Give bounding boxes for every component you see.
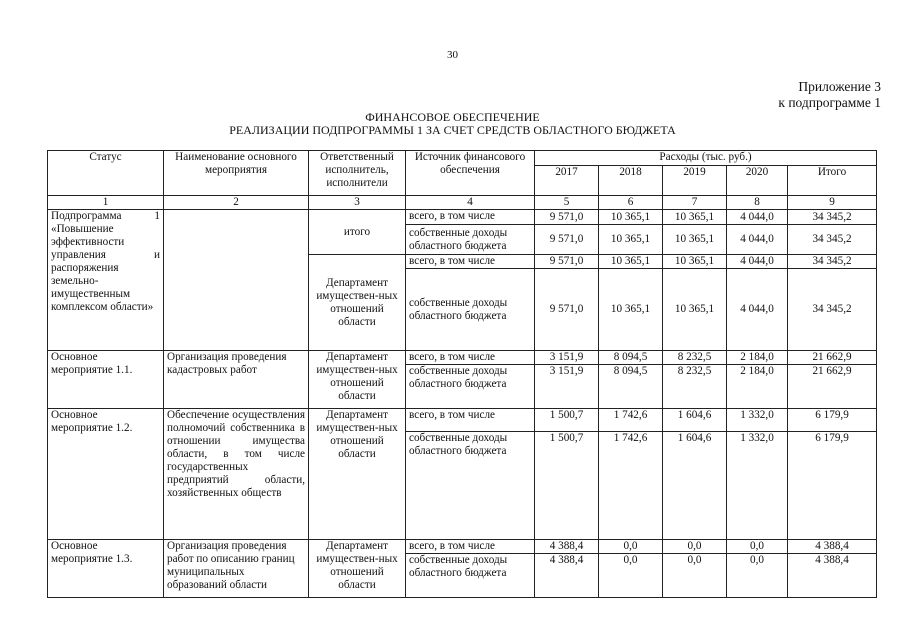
col-num-9: 9	[788, 196, 877, 210]
value-cell: 2 184,0	[727, 351, 788, 365]
value-cell: 4 388,4	[788, 540, 877, 554]
header-2018: 2018	[599, 166, 663, 196]
value-cell: 4 044,0	[727, 225, 788, 255]
value-cell: 10 365,1	[599, 225, 663, 255]
value-cell: 8 232,5	[663, 351, 727, 365]
col-num-1: 1	[48, 196, 164, 210]
value-cell: 6 179,9	[788, 432, 877, 540]
source-cell: собственные доходы областного бюджета	[406, 365, 535, 409]
finance-table	[47, 150, 877, 598]
col-num-6: 6	[599, 196, 663, 210]
title-line-2: РЕАЛИЗАЦИИ ПОДПРОГРАММЫ 1 ЗА СЧЕТ СРЕДСТВ ОБЛАСТНОГО БЮДЖЕТА	[229, 123, 676, 137]
responsible-cell: Департамент имуществен-ных отношений области	[309, 351, 406, 409]
source-cell: собственные доходы областного бюджета	[406, 554, 535, 598]
source-cell: всего, в том числе	[406, 540, 535, 554]
value-cell: 1 500,7	[535, 432, 599, 540]
value-cell: 10 365,1	[663, 269, 727, 351]
value-cell: 4 044,0	[727, 210, 788, 225]
value-cell: 0,0	[663, 540, 727, 554]
status-text-line-1: Подпрограмма 1	[51, 210, 160, 222]
column-number-row	[48, 196, 877, 210]
value-cell: 4 044,0	[727, 255, 788, 269]
value-cell: 10 365,1	[599, 255, 663, 269]
value-cell: 1 332,0	[727, 432, 788, 540]
value-cell: 34 345,2	[788, 269, 877, 351]
value-cell: 6 179,9	[788, 409, 877, 432]
value-cell: 34 345,2	[788, 255, 877, 269]
responsible-cell: Департамент имуществен-ных отношений области	[309, 255, 406, 351]
appendix-line-1: Приложение 3	[798, 79, 881, 94]
header-2020: 2020	[727, 166, 788, 196]
value-cell: 2 184,0	[727, 365, 788, 409]
responsible-cell: итого	[309, 210, 406, 255]
page-number: 30	[447, 49, 458, 61]
col-num-5: 5	[535, 196, 599, 210]
source-cell: всего, в том числе	[406, 409, 535, 432]
col-num-4: 4	[406, 196, 535, 210]
table-row	[48, 540, 877, 554]
value-cell: 4 044,0	[727, 269, 788, 351]
col-num-8: 8	[727, 196, 788, 210]
status-cell: Основное мероприятие 1.1.	[48, 351, 164, 409]
value-cell: 10 365,1	[599, 269, 663, 351]
col-num-7: 7	[663, 196, 727, 210]
header-2017: 2017	[535, 166, 599, 196]
value-cell: 9 571,0	[535, 269, 599, 351]
source-cell: собственные доходы областного бюджета	[406, 269, 535, 351]
header-row-1	[48, 151, 877, 166]
value-cell: 0,0	[663, 554, 727, 598]
value-cell: 1 604,6	[663, 432, 727, 540]
value-cell: 0,0	[599, 540, 663, 554]
name-cell-empty	[164, 210, 309, 351]
col-num-2: 2	[164, 196, 309, 210]
title-line-1: ФИНАНСОВОЕ ОБЕСПЕЧЕНИЕ	[365, 110, 540, 124]
value-cell: 21 662,9	[788, 365, 877, 409]
source-cell: всего, в том числе	[406, 210, 535, 225]
value-cell: 0,0	[727, 540, 788, 554]
value-cell: 3 151,9	[535, 365, 599, 409]
source-cell: всего, в том числе	[406, 255, 535, 269]
value-cell: 1 742,6	[599, 432, 663, 540]
value-cell: 10 365,1	[599, 210, 663, 225]
col-num-3: 3	[309, 196, 406, 210]
appendix-line-2: к подпрограмме 1	[778, 95, 881, 110]
value-cell: 9 571,0	[535, 225, 599, 255]
status-cell	[48, 210, 164, 351]
header-name: Наименование основного мероприятия	[164, 151, 309, 196]
header-responsible: Ответственный исполнитель, исполнители	[309, 151, 406, 196]
value-cell: 10 365,1	[663, 255, 727, 269]
header-expenses: Расходы (тыс. руб.)	[535, 151, 877, 166]
header-2019: 2019	[663, 166, 727, 196]
value-cell: 0,0	[727, 554, 788, 598]
source-cell: собственные доходы областного бюджета	[406, 432, 535, 540]
table-row	[48, 409, 877, 432]
table-row	[48, 210, 877, 225]
header-source: Источник финансового обеспечения	[406, 151, 535, 196]
value-cell: 1 500,7	[535, 409, 599, 432]
value-cell: 0,0	[599, 554, 663, 598]
value-cell: 21 662,9	[788, 351, 877, 365]
document-title	[0, 111, 905, 137]
responsible-cell: Департамент имуществен-ных отношений области	[309, 540, 406, 598]
status-cell: Основное мероприятие 1.3.	[48, 540, 164, 598]
status-text-rest: «Повышение эффективности управления и распоряжения земельно-имущественным комплексом области»	[51, 223, 160, 313]
value-cell: 10 365,1	[663, 225, 727, 255]
value-cell: 8 094,5	[599, 351, 663, 365]
value-cell: 1 604,6	[663, 409, 727, 432]
value-cell: 8 232,5	[663, 365, 727, 409]
appendix-note	[778, 79, 881, 111]
value-cell: 4 388,4	[535, 540, 599, 554]
header-total: Итого	[788, 166, 877, 196]
header-status: Статус	[48, 151, 164, 196]
value-cell: 1 742,6	[599, 409, 663, 432]
value-cell: 34 345,2	[788, 225, 877, 255]
name-cell: Обеспечение осуществления полномочий собственника в отношении имущества области, в том числе государственных предприятий области, хозяйственных обществ	[164, 409, 309, 540]
source-cell: всего, в том числе	[406, 351, 535, 365]
name-cell: Организация проведения кадастровых работ	[164, 351, 309, 409]
value-cell: 3 151,9	[535, 351, 599, 365]
source-cell: собственные доходы областного бюджета	[406, 225, 535, 255]
value-cell: 8 094,5	[599, 365, 663, 409]
value-cell: 34 345,2	[788, 210, 877, 225]
value-cell: 9 571,0	[535, 255, 599, 269]
value-cell: 4 388,4	[788, 554, 877, 598]
value-cell: 4 388,4	[535, 554, 599, 598]
name-cell: Организация проведения работ по описанию границ муниципальных образований области	[164, 540, 309, 598]
value-cell: 1 332,0	[727, 409, 788, 432]
table-row	[48, 351, 877, 365]
responsible-cell: Департамент имуществен-ных отношений области	[309, 409, 406, 540]
status-cell: Основное мероприятие 1.2.	[48, 409, 164, 540]
value-cell: 9 571,0	[535, 210, 599, 225]
value-cell: 10 365,1	[663, 210, 727, 225]
